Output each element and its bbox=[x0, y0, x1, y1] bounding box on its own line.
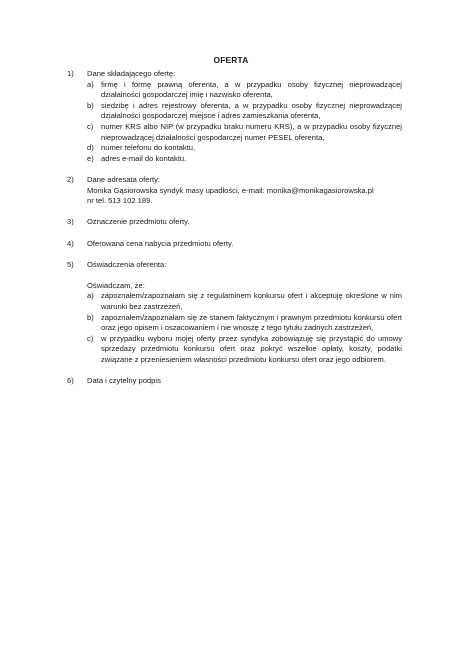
section-heading: Dane adresata oferty: bbox=[87, 174, 161, 184]
section-6 bbox=[60, 376, 402, 387]
item-text: siedzibę i adres rejestrowy oferenta, a w przypadku osoby fizycznej nieprowadzącej działalności gospodarczej miejsce i adres zamieszkania oferenta, bbox=[101, 100, 402, 121]
section-number: 6) bbox=[67, 376, 74, 386]
list-item bbox=[87, 291, 402, 312]
list-item bbox=[87, 143, 402, 154]
item-text: firmę i formę prawną oferenta, a w przypadku osoby fizycznej nieprowadzącej działalności gospodarczej imię i nazwisko oferenta, bbox=[101, 79, 402, 100]
list-item bbox=[87, 313, 402, 334]
item-letter: b) bbox=[87, 100, 94, 110]
section-heading: Oferowana cena nabycia przedmiotu oferty. bbox=[87, 238, 234, 248]
item-text: zapoznałem/zapoznałam się ze stanem faktycznym i prawnym przedmiotu konkursu ofert oraz jego opisem i oszacowaniem i nie wnoszę z tego tytułu żadnych zastrzeżeń, bbox=[101, 312, 402, 333]
item-letter: e) bbox=[87, 153, 94, 163]
section-number: 4) bbox=[67, 238, 74, 248]
list-item bbox=[87, 334, 402, 366]
item-letter: d) bbox=[87, 143, 94, 153]
declaration-intro: Oświadczam, że: bbox=[87, 280, 145, 290]
item-letter: a) bbox=[87, 79, 94, 89]
list-item bbox=[87, 122, 402, 143]
section-2 bbox=[60, 175, 402, 207]
section-number: 1) bbox=[67, 69, 74, 78]
list-item bbox=[87, 154, 402, 165]
item-letter: a) bbox=[87, 291, 94, 301]
section-number: 3) bbox=[67, 217, 74, 227]
item-text: adres e-mail do kontaktu. bbox=[101, 153, 187, 163]
section-1 bbox=[60, 69, 402, 164]
addressee-phone: nr tel. 513 102 189. bbox=[87, 196, 153, 206]
item-text: zapoznałem/zapoznałam się z regulaminem konkursu ofert i akceptuję określone w nim warunki bez zastrzeżeń, bbox=[101, 291, 402, 312]
section-heading: Data i czytelny podpis bbox=[87, 376, 161, 386]
item-text: w przypadku wyboru mojej oferty przez syndyka zobowiązuję się przystąpić do umowy sprzedaży przedmiotu konkursu ofert oraz pokryć wszelkie opłaty, koszty, podatki związane z przeniesieniem własności przedmiotu konkursu ofert oraz jego odbiorem. bbox=[101, 333, 402, 365]
section-heading: Oświadczenia oferenta: bbox=[87, 259, 167, 269]
section-heading: Oznaczenie przedmiotu oferty. bbox=[87, 217, 190, 227]
section-number: 2) bbox=[67, 174, 74, 184]
section-5 bbox=[60, 260, 402, 366]
section-heading: Dane składającego ofertę: bbox=[87, 69, 176, 78]
section-4 bbox=[60, 239, 402, 250]
section-3 bbox=[60, 217, 402, 228]
item-letter: b) bbox=[87, 312, 94, 322]
list-item bbox=[87, 101, 402, 122]
document-title: OFERTA bbox=[213, 55, 249, 65]
section-number: 5) bbox=[67, 259, 74, 269]
item-text: numer telefonu do kontaktu, bbox=[101, 143, 196, 153]
item-letter: c) bbox=[87, 121, 94, 131]
item-letter: c) bbox=[87, 333, 94, 343]
list-item bbox=[87, 80, 402, 101]
addressee-line: Monika Gąsiorowska syndyk masy upadłości, e-mail: monika@monikagasiorowska.pl bbox=[87, 185, 374, 195]
item-text: numer KRS albo NIP (w przypadku braku numeru KRS), a w przypadku osoby fizycznej nieprowadzącej działalności gospodarczej numer PESEL oferenta, bbox=[101, 121, 402, 142]
